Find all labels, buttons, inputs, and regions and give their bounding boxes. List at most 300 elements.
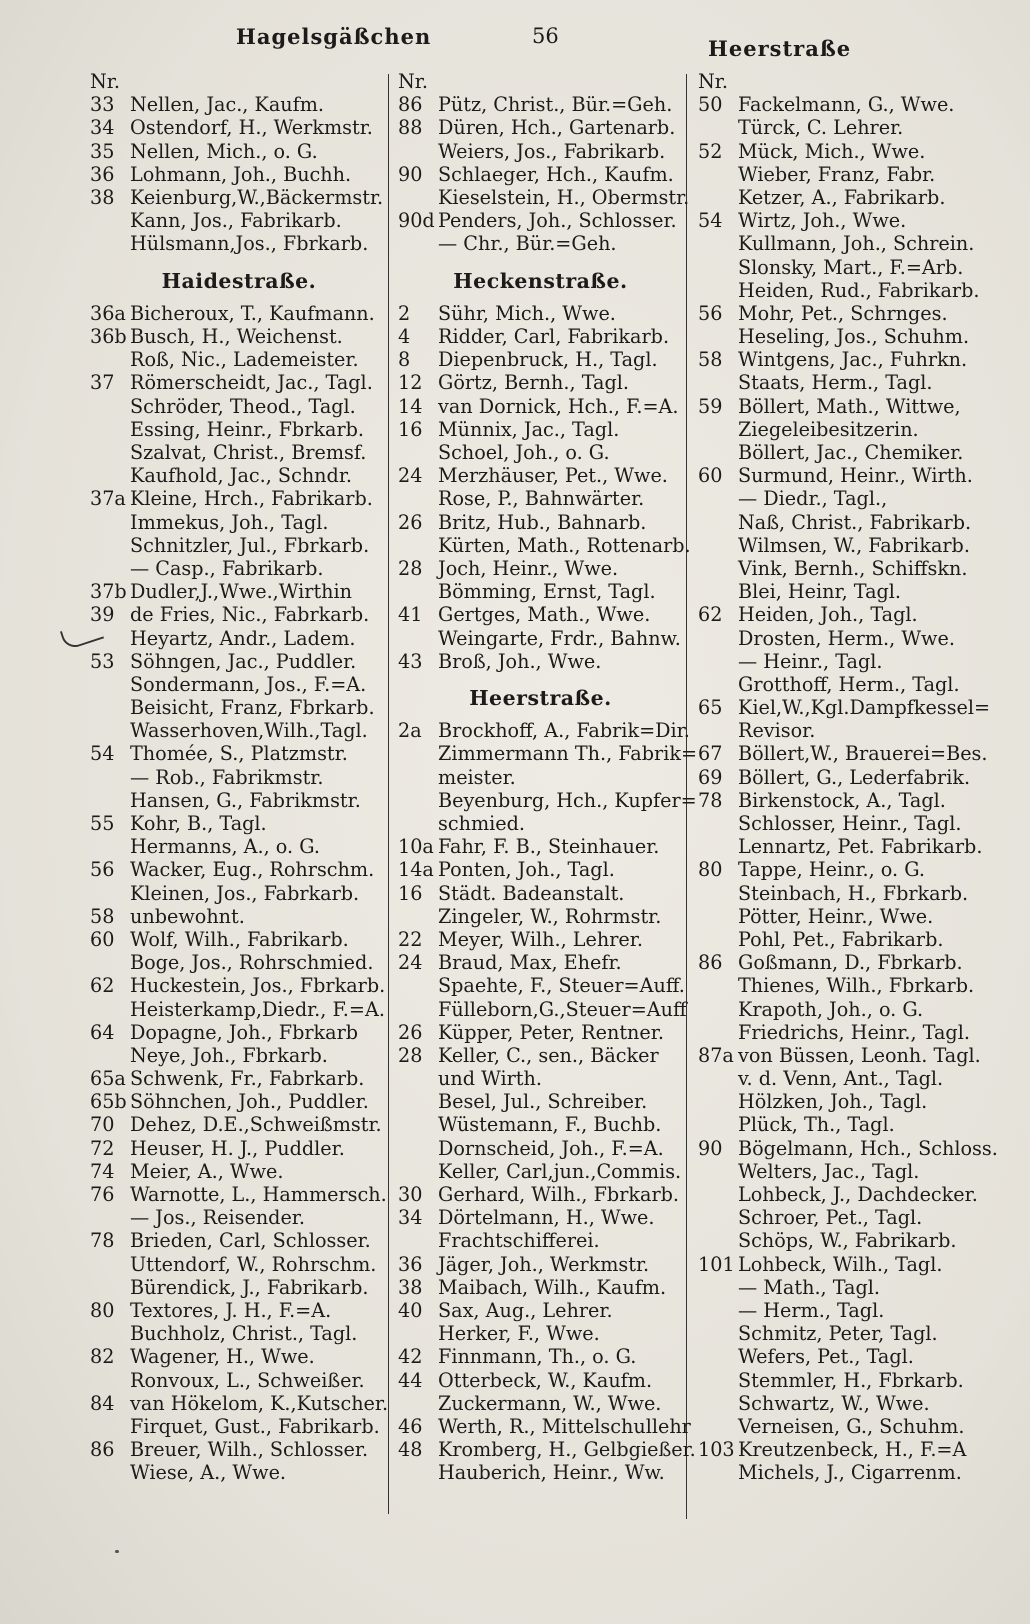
resident-entry — [398, 603, 683, 626]
house-number: 38 — [90, 185, 115, 209]
column-2 — [398, 70, 698, 1485]
house-number: 58 — [698, 348, 723, 372]
resident-text: Surmund, Heinr., Wirth. — [738, 464, 973, 488]
resident-text: Naß, Christ., Fabrikarb. — [738, 510, 972, 534]
resident-entry — [698, 1415, 998, 1438]
resident-text: Wolf, Wilh., Fabrikarb. — [130, 927, 349, 951]
house-number: 44 — [398, 1368, 423, 1392]
resident-entry — [90, 928, 388, 951]
resident-text: Wirtz, Joh., Wwe. — [738, 209, 907, 233]
resident-text: Beyenburg, Hch., Kupfer= — [438, 788, 697, 812]
house-number: 33 — [90, 93, 115, 117]
resident-text: Weingarte, Frdr., Bahnw. — [438, 626, 681, 650]
resident-entry — [398, 163, 683, 186]
resident-entry — [90, 627, 388, 650]
resident-entry — [698, 1276, 998, 1299]
house-number: 39 — [90, 603, 115, 627]
resident-entry — [90, 1044, 388, 1067]
resident-text: Besel, Jul., Schreiber. — [438, 1090, 648, 1114]
resident-entry — [698, 673, 998, 696]
resident-entry — [90, 650, 388, 673]
resident-text: Zuckermann, W., Wwe. — [438, 1391, 662, 1415]
resident-entry — [90, 1461, 388, 1484]
resident-text: unbewohnt. — [130, 904, 245, 928]
resident-text: v. d. Venn, Ant., Tagl. — [738, 1067, 944, 1091]
resident-entry — [398, 1067, 683, 1090]
house-number: 55 — [90, 812, 115, 836]
house-number: 56 — [90, 858, 115, 882]
resident-text: Vink, Bernh., Schiffskn. — [738, 556, 968, 580]
resident-entry — [90, 1345, 388, 1368]
resident-text: Stemmler, H., Fbrkarb. — [738, 1368, 964, 1392]
house-number: 2a — [398, 719, 422, 743]
resident-entry — [698, 882, 998, 905]
resident-text: Meier, A., Wwe. — [130, 1159, 284, 1183]
resident-text: Nellen, Mich., o. G. — [130, 139, 318, 163]
resident-entry — [398, 788, 697, 812]
resident-entry — [398, 371, 683, 394]
resident-text: Wintgens, Jac., Fuhrkn. — [738, 348, 968, 372]
resident-entry — [90, 1067, 388, 1090]
house-number: 52 — [698, 139, 723, 163]
resident-entry — [698, 348, 998, 371]
resident-text: Gertges, Math., Wwe. — [438, 603, 651, 627]
resident-entry — [398, 1044, 683, 1067]
number-column-label: Nr. — [398, 70, 428, 93]
resident-text: Wefers, Pet., Tagl. — [738, 1345, 914, 1369]
house-number: 30 — [398, 1183, 423, 1207]
resident-entry — [398, 1113, 683, 1136]
house-number: 26 — [398, 510, 423, 534]
resident-text: Textores, J. H., F.=A. — [130, 1298, 332, 1322]
resident-entry — [90, 858, 388, 881]
resident-text: Hauberich, Heinr., Ww. — [438, 1461, 665, 1485]
resident-text: Zingeler, W., Rohrmstr. — [438, 904, 662, 928]
house-number: 80 — [90, 1298, 115, 1322]
resident-text: Heiden, Joh., Tagl. — [738, 603, 918, 627]
resident-entry — [398, 974, 683, 997]
resident-entry — [698, 789, 998, 812]
resident-text: Heisterkamp,Diedr., F.=A. — [130, 997, 385, 1021]
resident-text: Slonsky, Mart., F.=Arb. — [738, 255, 964, 279]
resident-text: Kleinen, Jos., Fabrkarb. — [130, 881, 360, 905]
resident-entry — [90, 719, 388, 742]
resident-text: Dehez, D.E.,Schweißmstr. — [130, 1113, 382, 1137]
resident-entry — [90, 789, 388, 812]
house-number: 56 — [698, 301, 723, 325]
resident-text: van Hökelom, K.,Kutscher. — [130, 1391, 389, 1415]
resident-entry — [90, 302, 388, 325]
resident-entry — [90, 1090, 388, 1113]
house-number: 54 — [698, 209, 723, 233]
resident-text: Blei, Heinr, Tagl. — [738, 580, 902, 604]
resident-text: Spaehte, F., Steuer=Auff. — [438, 974, 685, 998]
resident-text: Wasserhoven,Wilh.,Tagl. — [130, 719, 368, 743]
resident-text: Schröder, Theod., Tagl. — [130, 394, 356, 418]
resident-text: Schnitzler, Jul., Fbrkarb. — [130, 533, 370, 557]
resident-text: Revisor. — [738, 719, 816, 743]
house-number: 34 — [398, 1206, 423, 1230]
resident-entry — [398, 1021, 683, 1044]
house-number: 84 — [90, 1391, 115, 1415]
resident-text: — Jos., Reisender. — [130, 1206, 305, 1230]
resident-entry — [398, 533, 691, 557]
resident-entry — [398, 951, 683, 974]
resident-text: Sax, Aug., Lehrer. — [438, 1298, 613, 1322]
house-number: 2 — [398, 301, 411, 325]
column-1 — [90, 70, 388, 1484]
resident-entry — [90, 1392, 388, 1415]
resident-text: Thomée, S., Platzmstr. — [130, 742, 348, 766]
resident-text: Heyartz, Andr., Ladem. — [130, 626, 356, 650]
resident-entry — [398, 766, 683, 789]
resident-entry — [698, 580, 998, 603]
resident-entry — [698, 279, 998, 302]
resident-entry — [398, 580, 683, 603]
resident-entry — [90, 835, 388, 858]
resident-text: Münnix, Jac., Tagl. — [438, 417, 620, 441]
resident-text: Söhngen, Jac., Puddler. — [130, 649, 357, 673]
resident-entry — [90, 511, 388, 534]
resident-text: Keienburg,W.,Bäckermstr. — [130, 185, 384, 209]
header-right-street: Heerstraße — [708, 36, 852, 61]
resident-text: Steinbach, H., Fbrkarb. — [738, 881, 969, 905]
resident-entry — [90, 1229, 388, 1252]
resident-entry — [398, 812, 683, 835]
resident-entry — [698, 487, 998, 510]
resident-entry — [398, 997, 687, 1021]
resident-entry — [90, 1160, 388, 1183]
resident-text: Penders, Joh., Schlosser. — [438, 209, 677, 233]
resident-entry — [698, 93, 998, 116]
resident-text: Diepenbruck, H., Tagl. — [438, 348, 658, 372]
house-number: 80 — [698, 858, 723, 882]
resident-entry — [698, 418, 998, 441]
resident-text: Weiers, Jos., Fabrikarb. — [438, 139, 666, 163]
resident-entry — [398, 348, 683, 371]
house-number: 41 — [398, 603, 423, 627]
resident-text: Wiese, A., Wwe. — [130, 1461, 287, 1485]
resident-entry — [398, 93, 683, 116]
house-number: 37b — [90, 580, 127, 604]
resident-text: Dopagne, Joh., Fbrkarb — [130, 1020, 359, 1044]
resident-entry — [90, 1322, 388, 1345]
resident-text: Dörtelmann, H., Wwe. — [438, 1206, 655, 1230]
resident-entry — [698, 1067, 998, 1090]
resident-text: Breuer, Wilh., Schlosser. — [130, 1438, 369, 1462]
resident-entry — [398, 1392, 683, 1415]
resident-text: Görtz, Bernh., Tagl. — [438, 371, 629, 395]
house-number: 12 — [398, 371, 423, 395]
resident-text: Sühr, Mich., Wwe. — [438, 301, 616, 325]
resident-text: — Diedr., Tagl., — [738, 487, 888, 511]
resident-text: Keller, Carl,jun.,Commis. — [438, 1159, 682, 1183]
house-number: 14a — [398, 858, 434, 882]
resident-entry — [90, 464, 388, 487]
house-number: 86 — [398, 93, 423, 117]
resident-text: Kaufhold, Jac., Schndr. — [130, 464, 352, 488]
resident-entry — [398, 511, 683, 534]
house-number: 48 — [398, 1438, 423, 1462]
resident-entry — [90, 580, 388, 603]
resident-text: Herker, F., Wwe. — [438, 1322, 600, 1346]
resident-entry — [698, 812, 998, 835]
resident-text: Finnmann, Th., o. G. — [438, 1345, 637, 1369]
resident-entry — [398, 1253, 683, 1276]
column-3 — [698, 70, 998, 1484]
house-number: 34 — [90, 116, 115, 140]
house-number: 53 — [90, 649, 115, 673]
resident-text: Roß, Nic., Lademeister. — [130, 348, 359, 372]
resident-text: Sondermann, Jos., F.=A. — [130, 672, 367, 696]
house-number: 70 — [90, 1113, 115, 1137]
resident-text: Beisicht, Franz, Fbrkarb. — [130, 696, 375, 720]
resident-text: Söhnchen, Joh., Puddler. — [130, 1090, 369, 1114]
street-heading: Heckenstraße. — [453, 268, 628, 293]
house-number: 88 — [398, 116, 423, 140]
resident-entry — [90, 603, 388, 626]
resident-entry — [698, 464, 998, 487]
resident-entry — [698, 140, 998, 163]
resident-text: Maibach, Wilh., Kaufm. — [438, 1275, 667, 1299]
resident-entry — [90, 998, 388, 1021]
resident-text: Grotthoff, Herm., Tagl. — [738, 672, 960, 696]
resident-entry — [398, 464, 683, 487]
resident-entry — [698, 1044, 998, 1067]
house-number: 65b — [90, 1090, 127, 1114]
resident-entry — [398, 1414, 691, 1438]
resident-text: van Dornick, Hch., F.=A. — [438, 394, 679, 418]
resident-entry — [398, 1160, 683, 1183]
resident-entry — [698, 696, 998, 719]
resident-text: — Chr., Bür.=Geh. — [438, 232, 617, 256]
house-number: 62 — [90, 974, 115, 998]
house-number: 40 — [398, 1298, 423, 1322]
resident-text: Frachtschifferei. — [438, 1229, 600, 1253]
resident-text: Pohl, Pet., Fabrikarb. — [738, 927, 944, 951]
resident-entry — [698, 998, 998, 1021]
resident-entry — [90, 1299, 388, 1322]
resident-text: Schoel, Joh., o. G. — [438, 441, 610, 465]
resident-text: Braud, Max, Ehefr. — [438, 951, 622, 975]
resident-text: Joch, Heinr., Wwe. — [438, 556, 619, 580]
house-number: 86 — [90, 1438, 115, 1462]
resident-entry — [698, 1160, 998, 1183]
house-number: 90 — [398, 162, 423, 186]
resident-entry — [698, 232, 998, 255]
resident-text: Gerhard, Wilh., Fbrkarb. — [438, 1183, 680, 1207]
house-number: 69 — [698, 765, 723, 789]
resident-text: Zimmermann Th., Fabrik= — [438, 742, 698, 766]
resident-text: Staats, Herm., Tagl. — [738, 371, 933, 395]
house-number: 50 — [698, 93, 723, 117]
house-number: 64 — [90, 1020, 115, 1044]
resident-text: Goßmann, D., Fbrkarb. — [738, 951, 963, 975]
resident-text: Jäger, Joh., Werkmstr. — [438, 1252, 650, 1276]
resident-entry — [698, 116, 998, 139]
house-number: 72 — [90, 1136, 115, 1160]
resident-text: Hansen, G., Fabrikmstr. — [130, 788, 361, 812]
resident-entry — [398, 742, 698, 766]
resident-entry — [398, 1276, 683, 1299]
resident-entry — [698, 441, 998, 464]
resident-text: Ostendorf, H., Werkmstr. — [130, 116, 373, 140]
house-number: 62 — [698, 603, 723, 627]
resident-entry — [398, 1299, 683, 1322]
house-number: 90d — [398, 209, 435, 233]
resident-text: Meyer, Wilh., Lehrer. — [438, 927, 643, 951]
resident-entry — [90, 951, 388, 974]
resident-entry — [398, 1438, 696, 1462]
house-number: 86 — [698, 951, 723, 975]
resident-entry — [90, 742, 388, 765]
resident-text: Buchholz, Christ., Tagl. — [130, 1322, 358, 1346]
resident-text: — Rob., Fabrikmstr. — [130, 765, 324, 789]
resident-text: Neye, Joh., Fbrkarb. — [130, 1043, 328, 1067]
resident-entry — [398, 302, 683, 325]
resident-text: Türck, C. Lehrer. — [738, 116, 904, 140]
house-number: 10a — [398, 835, 434, 859]
resident-entry — [398, 1183, 683, 1206]
resident-text: Mohr, Pet., Schrnges. — [738, 301, 948, 325]
house-number: 26 — [398, 1020, 423, 1044]
house-number: 58 — [90, 904, 115, 928]
resident-entry — [698, 1438, 998, 1461]
resident-entry — [698, 1137, 998, 1160]
resident-entry — [90, 1253, 388, 1276]
resident-text: Keller, C., sen., Bäcker — [438, 1043, 659, 1067]
resident-entry — [90, 371, 388, 394]
resident-entry — [398, 140, 683, 163]
number-column-label: Nr. — [698, 70, 728, 93]
resident-text: Kromberg, H., Gelbgießer. — [438, 1438, 696, 1462]
resident-entry — [698, 186, 998, 209]
resident-entry — [698, 302, 998, 325]
house-number: 43 — [398, 649, 423, 673]
resident-text: Kullmann, Joh., Schrein. — [738, 232, 975, 256]
house-number: 37 — [90, 371, 115, 395]
house-number: 46 — [398, 1414, 423, 1438]
resident-entry — [698, 1345, 998, 1368]
resident-entry — [398, 650, 683, 673]
resident-entry — [90, 557, 388, 580]
resident-text: Wagener, H., Wwe. — [130, 1345, 315, 1369]
house-number: 22 — [398, 927, 423, 951]
house-number: 90 — [698, 1136, 723, 1160]
resident-text: meister. — [438, 765, 516, 789]
column-divider-1 — [388, 74, 389, 1514]
resident-entry — [90, 487, 388, 510]
resident-entry — [90, 209, 388, 232]
resident-text: Nellen, Jac., Kaufm. — [130, 93, 325, 117]
page-header — [0, 24, 1030, 64]
house-number: 16 — [398, 881, 423, 905]
resident-entry — [398, 1345, 683, 1368]
resident-text: Pütz, Christ., Bür.=Geh. — [438, 93, 673, 117]
resident-entry — [698, 325, 998, 348]
resident-text: Wacker, Eug., Rohrschm. — [130, 858, 375, 882]
house-number: 59 — [698, 394, 723, 418]
resident-entry — [698, 603, 998, 626]
resident-entry — [90, 1113, 388, 1136]
resident-text: Ketzer, A., Fabrikarb. — [738, 185, 946, 209]
house-number: 103 — [698, 1438, 735, 1462]
resident-entry — [398, 185, 690, 209]
resident-text: Küpper, Peter, Rentner. — [438, 1020, 664, 1044]
resident-text: Düren, Hch., Gartenarb. — [438, 116, 676, 140]
house-number: 76 — [90, 1183, 115, 1207]
resident-entry — [398, 1229, 683, 1252]
resident-text: Ridder, Carl, Fabrikarb. — [438, 325, 670, 349]
resident-text: Römerscheidt, Jac., Tagl. — [130, 371, 373, 395]
resident-entry — [398, 1090, 683, 1113]
resident-entry — [398, 928, 683, 951]
house-number: 14 — [398, 394, 423, 418]
resident-entry — [90, 325, 388, 348]
resident-text: Böllert, Math., Wittwe, — [738, 394, 961, 418]
resident-text: Böllert,W., Brauerei=Bes. — [738, 742, 988, 766]
resident-entry — [90, 1137, 388, 1160]
resident-entry — [698, 256, 998, 279]
resident-text: Schwenk, Fr., Fabrkarb. — [130, 1067, 365, 1091]
resident-entry — [698, 511, 998, 534]
resident-entry — [698, 719, 998, 742]
resident-text: Otterbeck, W., Kaufm. — [438, 1368, 653, 1392]
resident-entry — [90, 1021, 388, 1044]
house-number: 101 — [698, 1252, 735, 1276]
house-number: 24 — [398, 464, 423, 488]
resident-entry — [90, 418, 388, 441]
resident-text: Rose, P., Bahnwärter. — [438, 487, 645, 511]
resident-text: Städt. Badeanstalt. — [438, 881, 625, 905]
resident-text: Dornscheid, Joh., F.=A. — [438, 1136, 664, 1160]
resident-text: Hülsmann,Jos., Fbrkarb. — [130, 232, 369, 256]
resident-text: schmied. — [438, 812, 526, 836]
resident-entry — [90, 232, 388, 255]
resident-entry — [90, 882, 388, 905]
resident-text: Busch, H., Weichenst. — [130, 325, 343, 349]
resident-text: Essing, Heinr., Fbrkarb. — [130, 417, 365, 441]
house-number: 38 — [398, 1275, 423, 1299]
resident-entry — [698, 209, 998, 232]
resident-entry — [90, 1183, 388, 1206]
resident-entry — [90, 163, 388, 186]
house-number: 42 — [398, 1345, 423, 1369]
resident-text: Brieden, Carl, Schlosser. — [130, 1229, 371, 1253]
resident-entry — [398, 905, 683, 928]
resident-text: Verneisen, G., Schuhm. — [738, 1414, 965, 1438]
resident-entry — [698, 557, 998, 580]
header-left-street: Hagelsgäßchen — [236, 24, 432, 49]
resident-entry — [90, 140, 388, 163]
resident-entry — [90, 395, 388, 418]
resident-text: Michels, J., Cigarrenm. — [738, 1461, 962, 1485]
resident-text: Lohbeck, J., Dachdecker. — [738, 1183, 978, 1206]
resident-entry — [90, 93, 388, 116]
resident-text: de Fries, Nic., Fabrkarb. — [130, 603, 370, 627]
resident-entry — [698, 928, 998, 951]
resident-entry — [90, 186, 388, 209]
resident-text: Kiel,W.,Kgl.Dampfkessel= — [738, 696, 991, 720]
resident-entry — [398, 395, 683, 418]
resident-entry — [698, 1229, 998, 1252]
resident-text: Ronvoux, L., Schweißer. — [130, 1368, 365, 1392]
resident-text: — Heinr., Tagl. — [738, 649, 883, 673]
house-number: 36a — [90, 301, 126, 325]
resident-text: Immekus, Joh., Tagl. — [130, 510, 329, 534]
resident-entry — [90, 116, 388, 139]
resident-entry — [698, 1113, 998, 1136]
